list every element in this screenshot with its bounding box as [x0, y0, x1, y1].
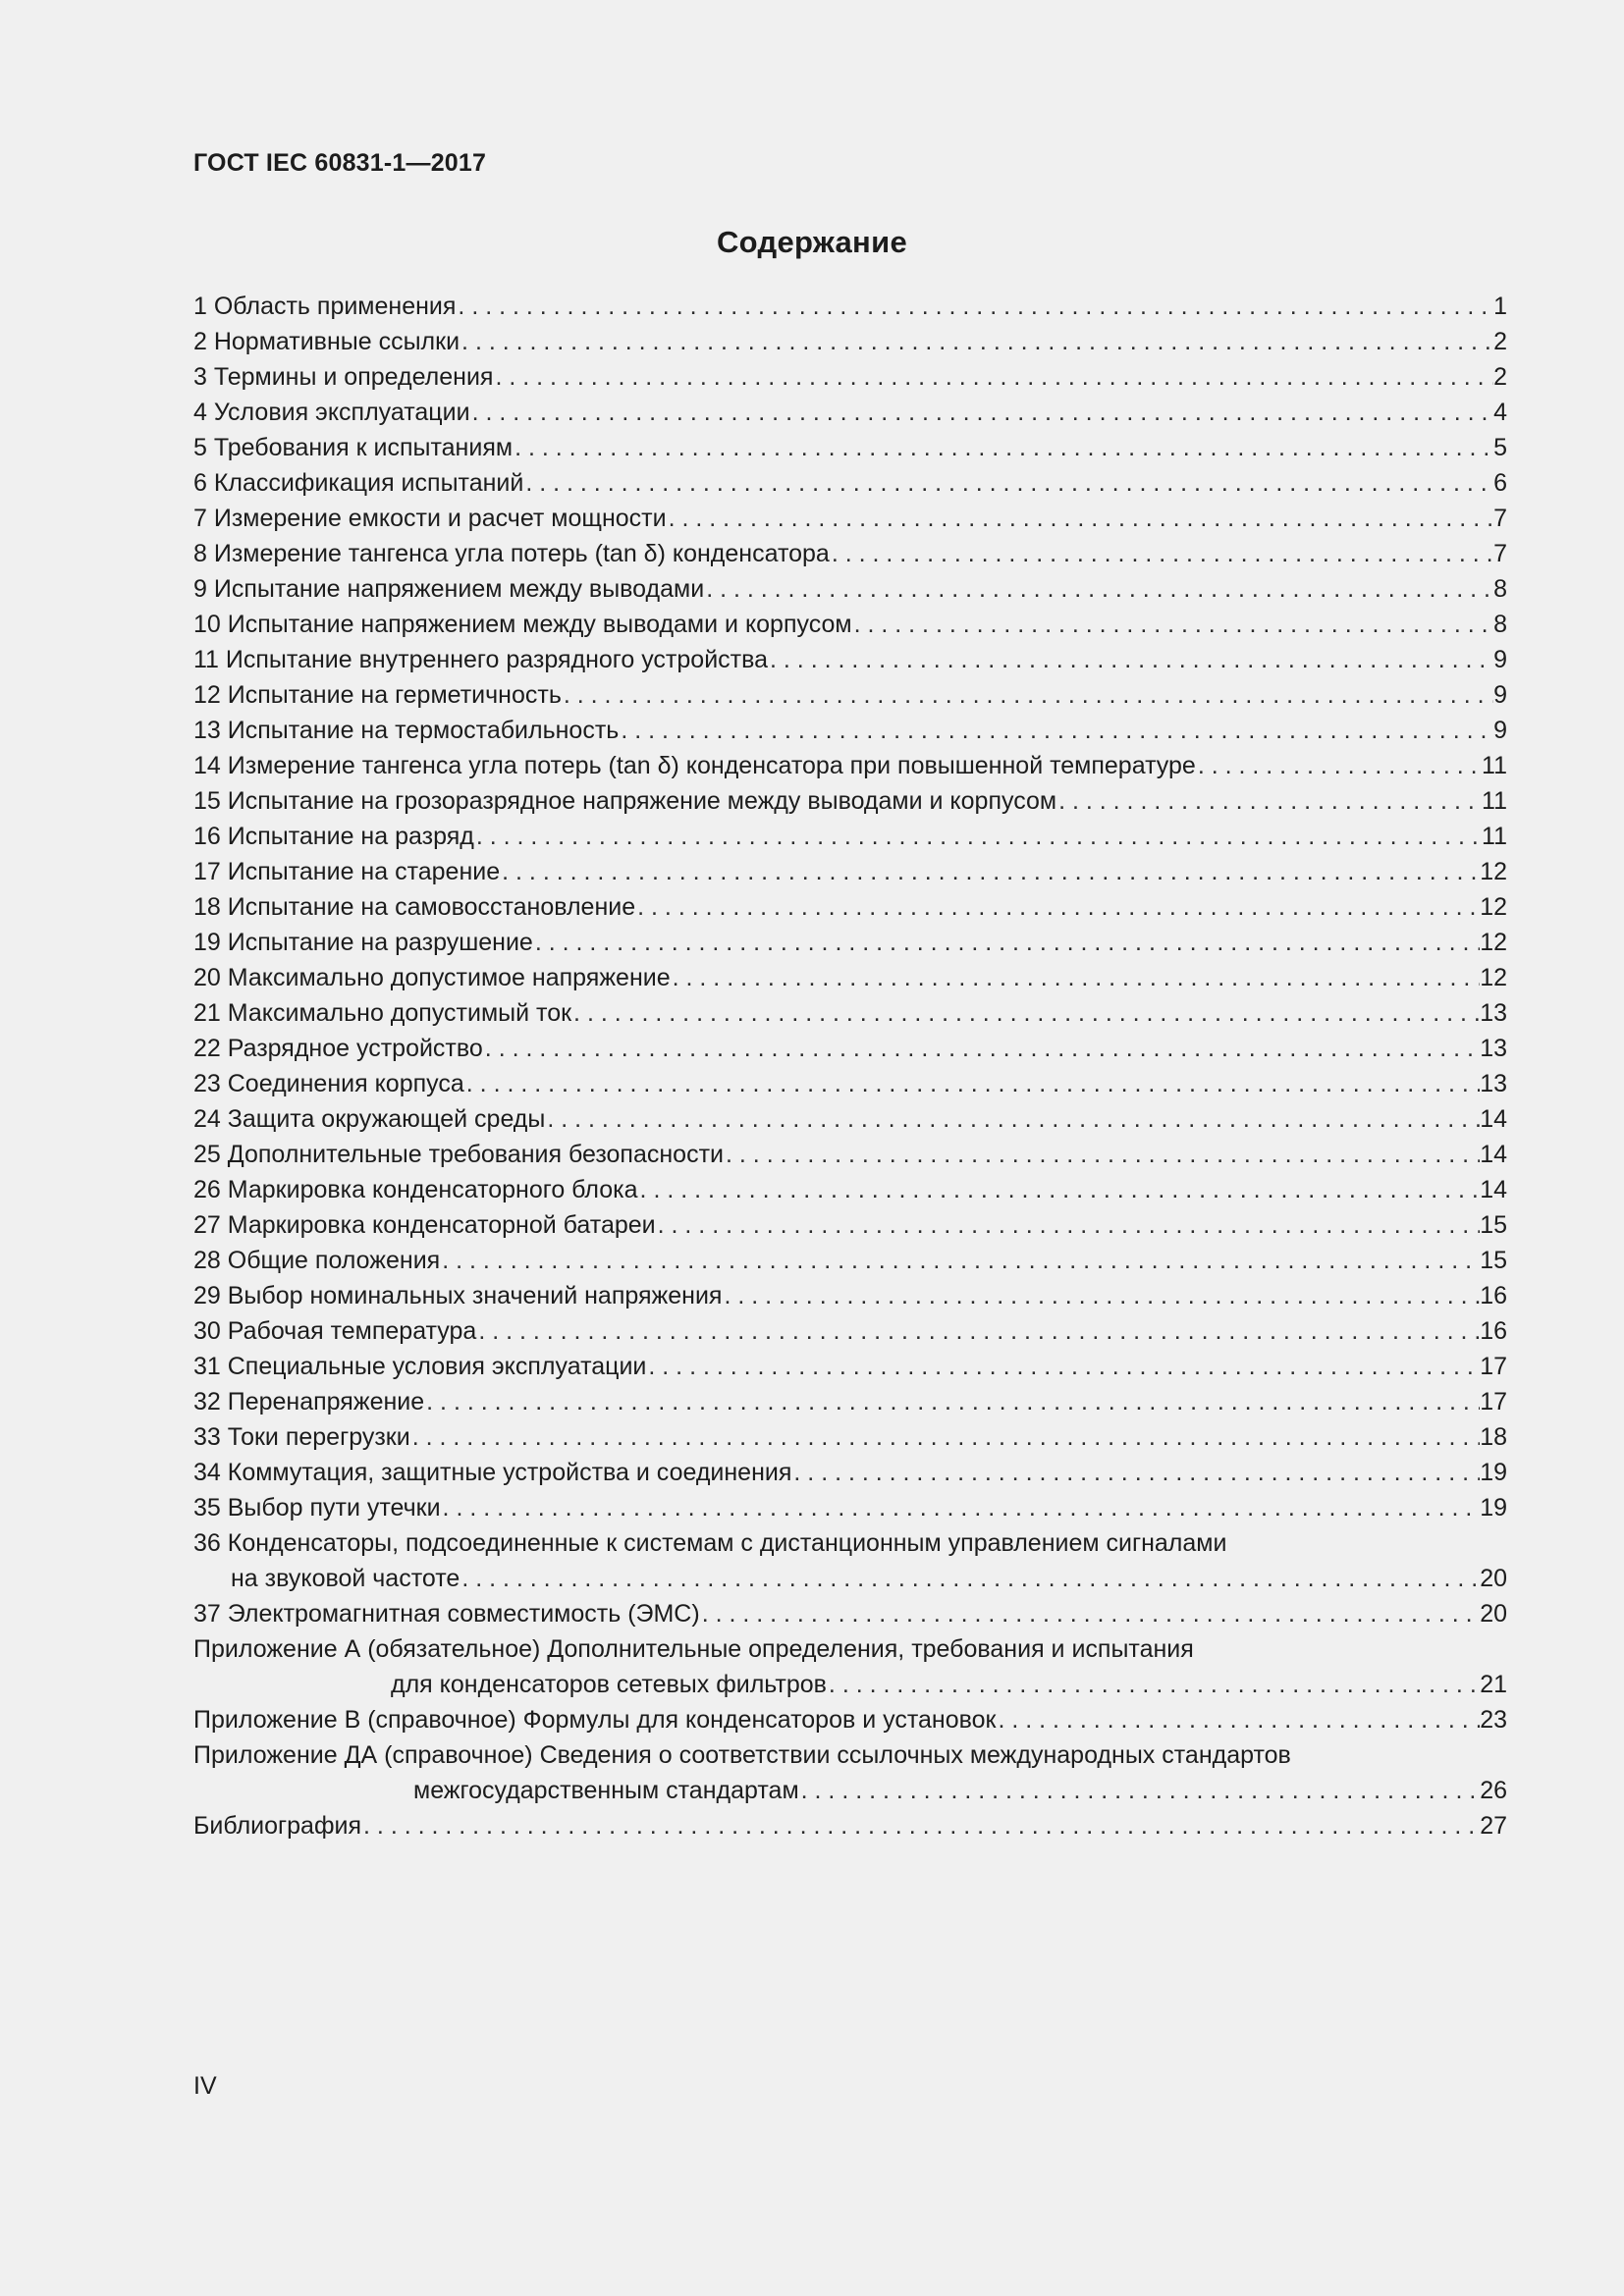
toc-entry-page: 12	[1480, 964, 1507, 991]
toc-entry[interactable]	[193, 995, 1507, 1031]
toc-entry-page: 9	[1493, 681, 1507, 709]
dot-leader	[461, 1561, 1480, 1596]
toc-appendix-b[interactable]	[193, 1702, 1507, 1737]
dot-leader	[461, 324, 1493, 359]
toc-entry-label: 25 Дополнительные требования безопасности	[193, 1141, 725, 1168]
toc-entry-label: 31 Специальные условия эксплуатации	[193, 1353, 647, 1380]
toc-entry-36-line1[interactable]: 36 Конденсаторы, подсоединенные к системам с дистанционным управлением сигналами	[193, 1529, 1227, 1557]
toc-entry-label: Библиография	[193, 1812, 362, 1840]
toc-entry[interactable]	[193, 1066, 1507, 1101]
dot-leader	[637, 889, 1480, 925]
dot-leader	[726, 1137, 1480, 1172]
toc-appendix-da-line2[interactable]	[193, 1773, 1507, 1808]
toc-entry-page: 2	[1493, 328, 1507, 355]
table-of-contents	[193, 289, 1507, 1843]
dot-leader	[443, 1490, 1481, 1525]
dot-leader	[573, 995, 1480, 1031]
toc-entry-page: 12	[1480, 893, 1507, 921]
toc-entry-page: 9	[1493, 717, 1507, 744]
dot-leader	[535, 925, 1480, 960]
page-number: IV	[193, 2072, 217, 2100]
dot-leader	[426, 1384, 1480, 1419]
toc-entry-label: 21 Максимально допустимый ток	[193, 999, 572, 1027]
standard-designation: ГОСТ IEC 60831-1—2017	[193, 149, 487, 177]
dot-leader	[832, 536, 1493, 571]
dot-leader	[854, 607, 1494, 642]
toc-entry-label: 28 Общие положения	[193, 1247, 441, 1274]
toc-entry-label: 5 Требования к испытаниям	[193, 434, 514, 461]
toc-entry-label: на звуковой частоте	[231, 1565, 460, 1592]
toc-entry[interactable]	[193, 1455, 1507, 1490]
toc-entry-label: 18 Испытание на самовосстановление	[193, 893, 636, 921]
toc-entry-page: 27	[1480, 1812, 1507, 1840]
toc-entry-page: 18	[1480, 1423, 1507, 1451]
dot-leader	[648, 1349, 1480, 1384]
toc-entry-page: 1	[1493, 293, 1507, 320]
toc-entry-page: 14	[1480, 1176, 1507, 1203]
toc-entry[interactable]	[193, 1313, 1507, 1349]
toc-entry[interactable]	[193, 1207, 1507, 1243]
toc-entry-label: 26 Маркировка конденсаторного блока	[193, 1176, 638, 1203]
toc-entry[interactable]	[193, 748, 1507, 783]
toc-entry[interactable]	[193, 1349, 1507, 1384]
toc-entry-label: 4 Условия эксплуатации	[193, 399, 470, 426]
dot-leader	[547, 1101, 1480, 1137]
toc-entry-page: 15	[1480, 1247, 1507, 1274]
dot-leader	[478, 1313, 1480, 1349]
toc-entry[interactable]	[193, 289, 1507, 324]
toc-entry-label: 20 Максимально допустимое напряжение	[193, 964, 671, 991]
toc-entry-label: 23 Соединения корпуса	[193, 1070, 464, 1097]
toc-entry[interactable]	[193, 677, 1507, 713]
dot-leader	[476, 819, 1482, 854]
toc-appendix-a-line2[interactable]	[193, 1667, 1507, 1702]
dot-leader	[724, 1278, 1480, 1313]
toc-entry-label: 27 Маркировка конденсаторной батареи	[193, 1211, 656, 1239]
toc-entry[interactable]	[193, 713, 1507, 748]
dot-leader	[658, 1207, 1481, 1243]
toc-entry-label: 12 Испытание на герметичность	[193, 681, 562, 709]
toc-entry-label: 13 Испытание на термостабильность	[193, 717, 620, 744]
toc-entry[interactable]	[193, 324, 1507, 359]
toc-entry[interactable]	[193, 925, 1507, 960]
toc-entry-page: 16	[1480, 1317, 1507, 1345]
toc-entry-label: 1 Область применения	[193, 293, 457, 320]
toc-entry-page: 12	[1480, 929, 1507, 956]
dot-leader	[363, 1808, 1480, 1843]
toc-entry-label: 14 Измерение тангенса угла потерь (tan δ) конденсатора при повышенной температуре	[193, 752, 1196, 779]
toc-entry[interactable]	[193, 395, 1507, 430]
dot-leader	[673, 960, 1481, 995]
toc-entry-label: 3 Термины и определения	[193, 363, 494, 391]
toc-entry-page: 11	[1482, 787, 1507, 815]
toc-entry-label: 6 Классификация испытаний	[193, 469, 524, 497]
toc-entry-label: 2 Нормативные ссылки	[193, 328, 460, 355]
toc-entry-label: 33 Токи перегрузки	[193, 1423, 410, 1451]
toc-entry-page: 8	[1493, 611, 1507, 638]
toc-entry-page: 20	[1480, 1565, 1507, 1592]
toc-entry-label: 34 Коммутация, защитные устройства и соединения	[193, 1459, 792, 1486]
toc-entry[interactable]	[193, 1243, 1507, 1278]
dot-leader	[801, 1773, 1481, 1808]
toc-entry-page: 13	[1480, 1070, 1507, 1097]
toc-entry[interactable]	[193, 465, 1507, 501]
toc-entry[interactable]	[193, 1031, 1507, 1066]
toc-entry[interactable]	[193, 1384, 1507, 1419]
toc-entry-page: 13	[1480, 1035, 1507, 1062]
toc-appendix-a-line1[interactable]: Приложение А (обязательное) Дополнительные определения, требования и испытания	[193, 1635, 1194, 1663]
toc-entry-label: 8 Измерение тангенса угла потерь (tan δ) конденсатора	[193, 540, 830, 567]
dot-leader	[793, 1455, 1480, 1490]
toc-entry-page: 23	[1480, 1706, 1507, 1734]
toc-entry-label: 24 Защита окружающей среды	[193, 1105, 546, 1133]
dot-leader	[1198, 748, 1482, 783]
toc-entry-page: 19	[1480, 1459, 1507, 1486]
dot-leader	[706, 571, 1493, 607]
toc-entry-page: 15	[1480, 1211, 1507, 1239]
toc-entry[interactable]	[193, 1419, 1507, 1455]
toc-entry-page: 26	[1480, 1777, 1507, 1804]
toc-entry-label: 17 Испытание на старение	[193, 858, 501, 885]
toc-entry[interactable]	[193, 1596, 1507, 1631]
toc-bibliography[interactable]	[193, 1808, 1507, 1843]
toc-entry-label: 9 Испытание напряжением между выводами	[193, 575, 705, 603]
toc-entry-page: 7	[1493, 505, 1507, 532]
dot-leader	[495, 359, 1493, 395]
toc-entry-page: 20	[1480, 1600, 1507, 1628]
toc-entry[interactable]	[193, 501, 1507, 536]
toc-entry-page: 19	[1480, 1494, 1507, 1522]
toc-entry[interactable]	[193, 359, 1507, 395]
toc-entry[interactable]	[193, 536, 1507, 571]
dot-leader	[564, 677, 1493, 713]
toc-entry-page: 7	[1493, 540, 1507, 567]
toc-entry-36-line2[interactable]	[193, 1561, 1507, 1596]
toc-entry-label: 19 Испытание на разрушение	[193, 929, 533, 956]
toc-entry-label: 30 Рабочая температура	[193, 1317, 477, 1345]
dot-leader	[640, 1172, 1481, 1207]
toc-entry[interactable]	[193, 1172, 1507, 1207]
toc-entry[interactable]	[193, 642, 1507, 677]
toc-entry-label: 37 Электромагнитная совместимость (ЭМС)	[193, 1600, 700, 1628]
toc-entry-page: 5	[1493, 434, 1507, 461]
toc-entry-label: 35 Выбор пути утечки	[193, 1494, 441, 1522]
dot-leader	[998, 1702, 1480, 1737]
toc-entry[interactable]	[193, 571, 1507, 607]
dot-leader	[442, 1243, 1480, 1278]
toc-entry-page: 14	[1480, 1141, 1507, 1168]
dot-leader	[621, 713, 1493, 748]
toc-entry-page: 11	[1482, 752, 1507, 779]
toc-entry[interactable]	[193, 1101, 1507, 1137]
toc-entry[interactable]	[193, 960, 1507, 995]
dot-leader	[472, 395, 1494, 430]
toc-entry[interactable]	[193, 783, 1507, 819]
toc-entry-page: 12	[1480, 858, 1507, 885]
toc-entry[interactable]	[193, 1490, 1507, 1525]
toc-entry[interactable]	[193, 1278, 1507, 1313]
toc-entry-page: 21	[1480, 1671, 1507, 1698]
toc-entry-label: 15 Испытание на грозоразрядное напряжение между выводами и корпусом	[193, 787, 1057, 815]
toc-entry[interactable]	[193, 889, 1507, 925]
toc-entry-page: 6	[1493, 469, 1507, 497]
toc-entry-label: 32 Перенапряжение	[193, 1388, 425, 1415]
dot-leader	[702, 1596, 1481, 1631]
dot-leader	[502, 854, 1480, 889]
dot-leader	[412, 1419, 1481, 1455]
dot-leader	[1058, 783, 1482, 819]
toc-entry[interactable]	[193, 430, 1507, 465]
toc-entry-label: 7 Измерение емкости и расчет мощности	[193, 505, 667, 532]
dot-leader	[514, 430, 1493, 465]
toc-entry-page: 2	[1493, 363, 1507, 391]
toc-entry-label: 11 Испытание внутреннего разрядного устройства	[193, 646, 769, 673]
toc-entry-label: Приложение В (справочное) Формулы для конденсаторов и установок	[193, 1706, 997, 1734]
toc-entry-label: для конденсаторов сетевых фильтров	[391, 1671, 827, 1698]
toc-entry-page: 17	[1480, 1353, 1507, 1380]
toc-entry-label: 16 Испытание на разряд	[193, 823, 474, 850]
dot-leader	[485, 1031, 1480, 1066]
toc-appendix-da-line1[interactable]: Приложение ДА (справочное) Сведения о соответствии ссылочных международных стандартов	[193, 1741, 1291, 1769]
toc-title: Содержание	[717, 225, 907, 259]
dot-leader	[770, 642, 1493, 677]
toc-entry-page: 16	[1480, 1282, 1507, 1309]
toc-entry-label: 29 Выбор номинальных значений напряжения	[193, 1282, 723, 1309]
dot-leader	[458, 289, 1493, 324]
toc-entry[interactable]	[193, 854, 1507, 889]
toc-entry-page: 13	[1480, 999, 1507, 1027]
toc-entry-label: 22 Разрядное устройство	[193, 1035, 483, 1062]
dot-leader	[525, 465, 1493, 501]
toc-entry-page: 14	[1480, 1105, 1507, 1133]
dot-leader	[669, 501, 1494, 536]
toc-entry-label: межгосударственным стандартам	[413, 1777, 799, 1804]
toc-entry-page: 9	[1493, 646, 1507, 673]
toc-entry-page: 17	[1480, 1388, 1507, 1415]
toc-entry[interactable]	[193, 819, 1507, 854]
toc-entry-page: 8	[1493, 575, 1507, 603]
toc-entry-label: 10 Испытание напряжением между выводами и корпусом	[193, 611, 852, 638]
toc-entry-page: 11	[1482, 823, 1507, 850]
toc-entry[interactable]	[193, 607, 1507, 642]
dot-leader	[829, 1667, 1480, 1702]
dot-leader	[466, 1066, 1480, 1101]
toc-entry-page: 4	[1493, 399, 1507, 426]
toc-entry[interactable]	[193, 1137, 1507, 1172]
